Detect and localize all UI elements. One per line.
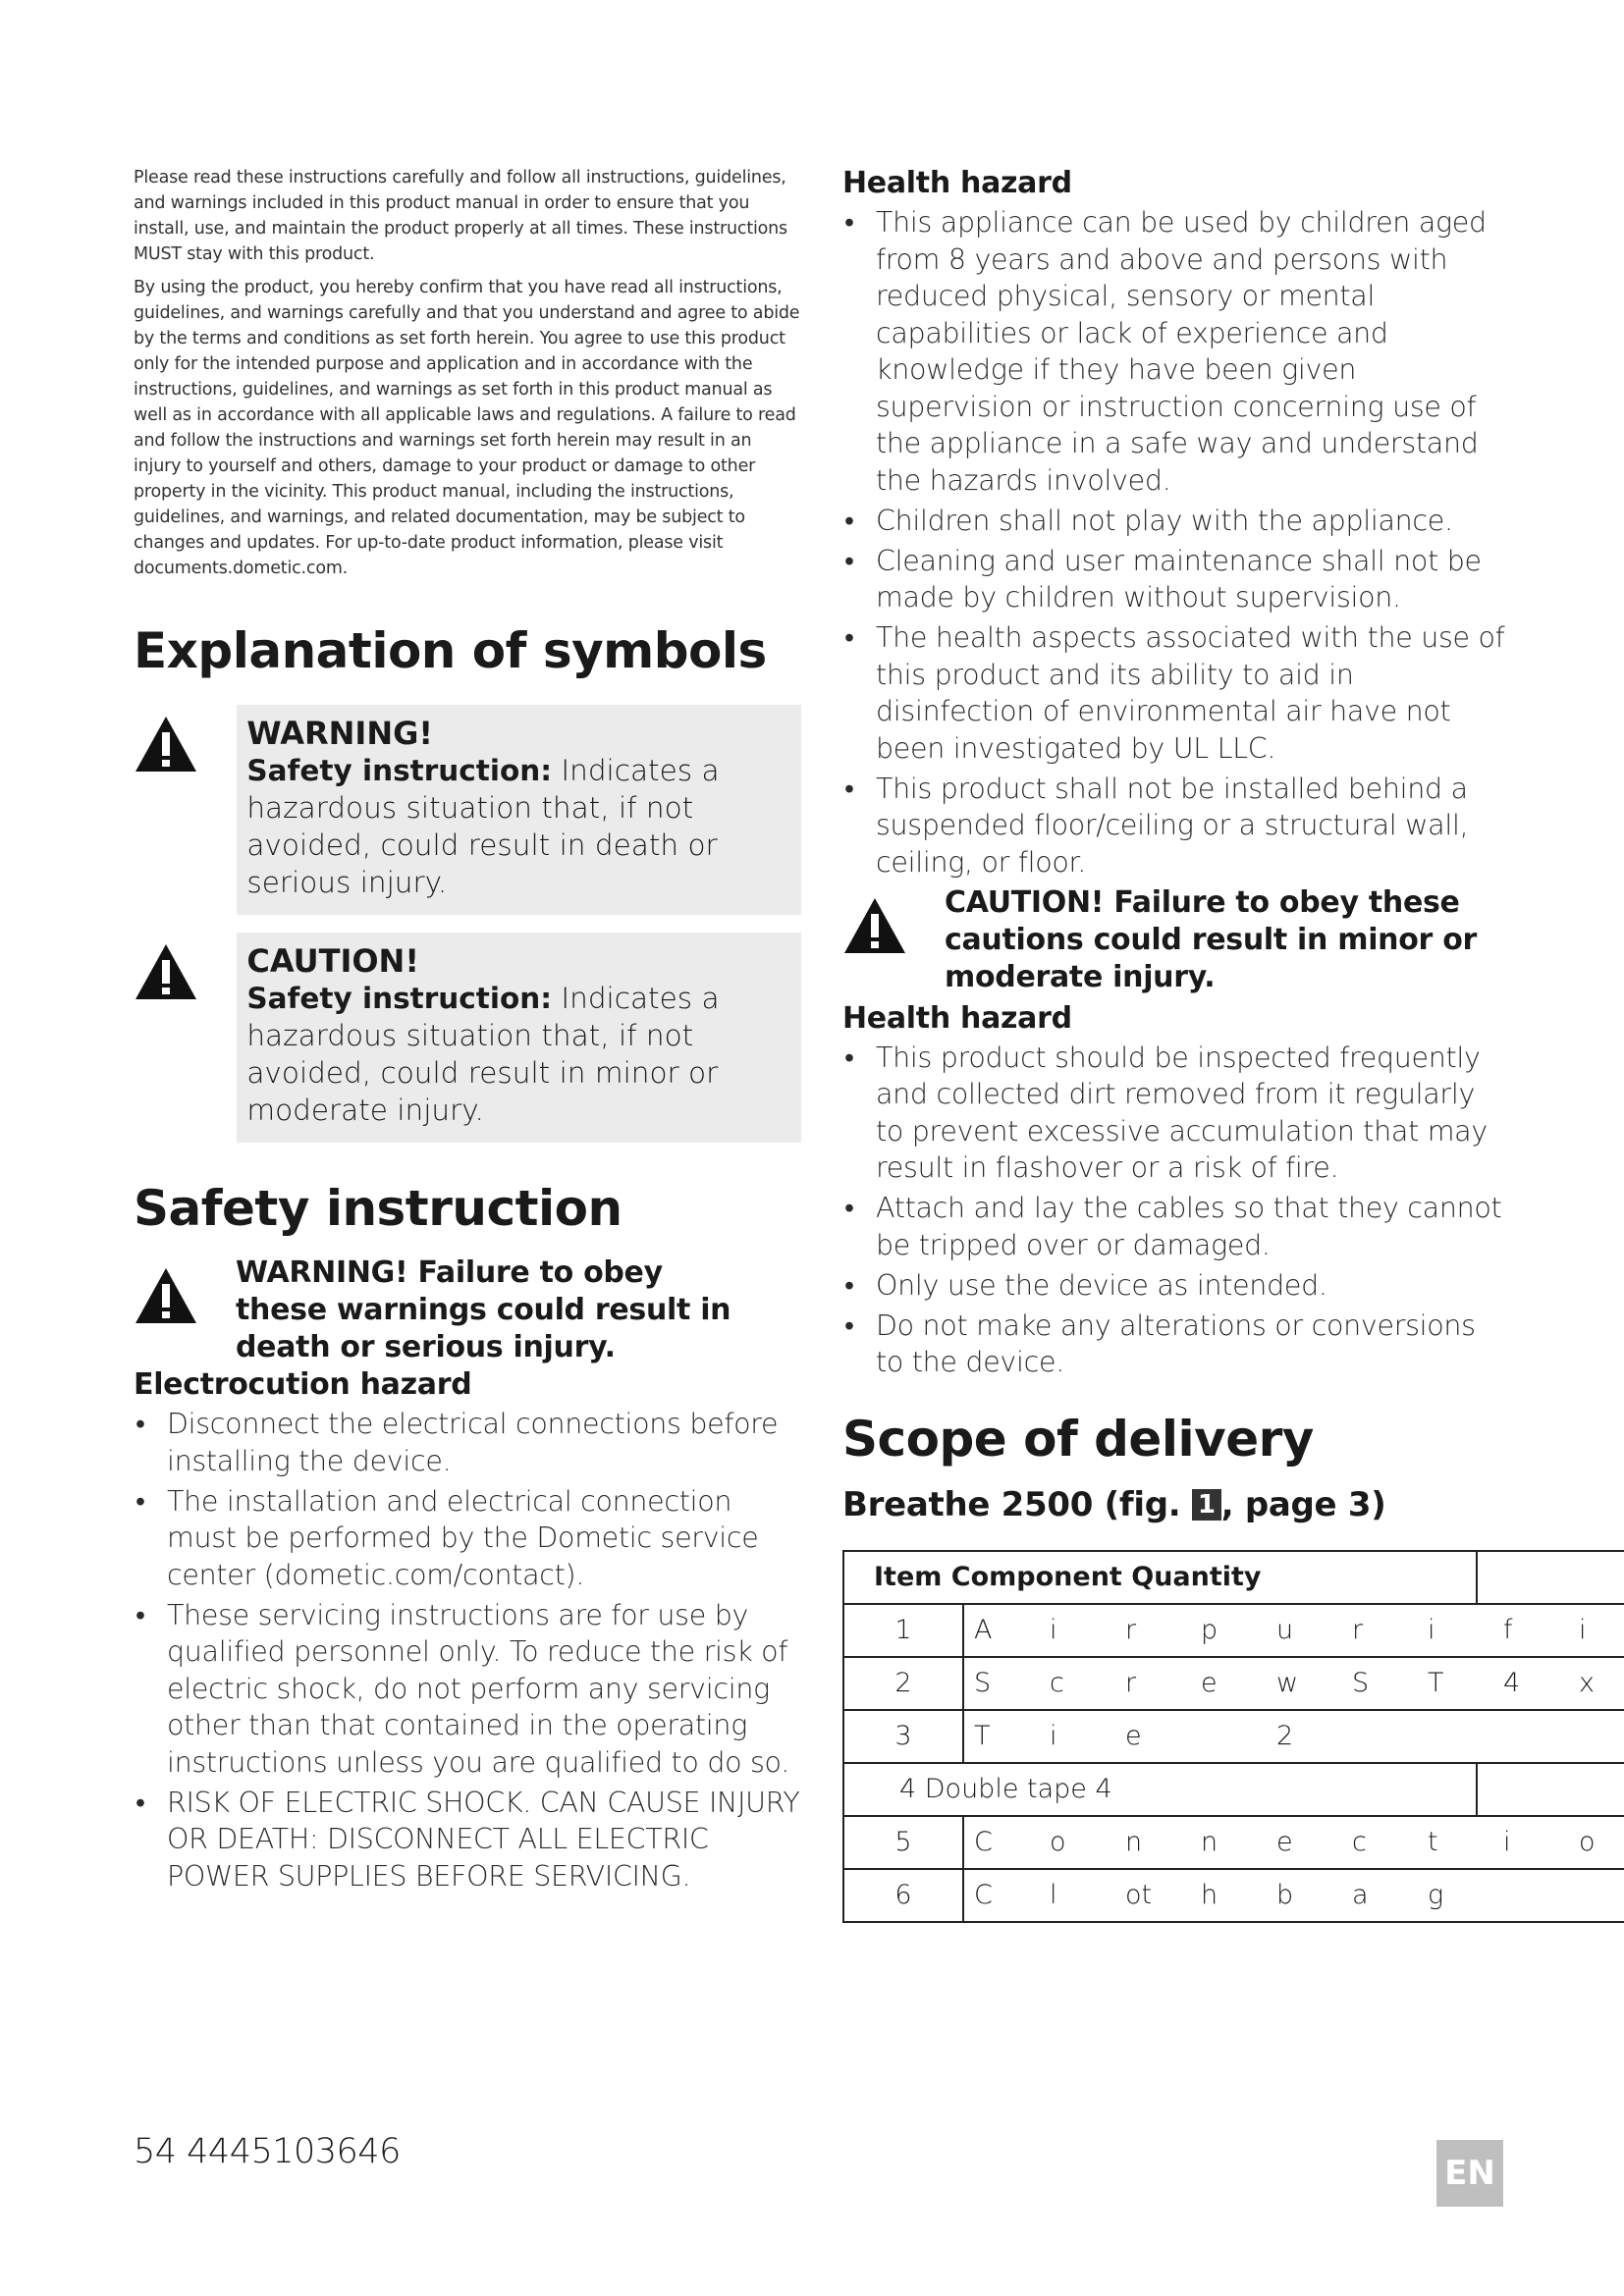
table-header: Item Component Quantity: [843, 1551, 1477, 1604]
electrocution-list: [134, 1406, 801, 1895]
caution-definition-box: [237, 933, 801, 1143]
row-char: f: [1503, 1615, 1513, 1645]
document-number: 54 4445103646: [134, 2132, 401, 2171]
delivery-subheading: Breathe 2500 (fig. 1 , page 3): [842, 1484, 1386, 1524]
delivery-table: [842, 1550, 1624, 1923]
list-item: • Disconnect the electrical connections before installing the device.: [134, 1406, 801, 1479]
list-item: • Do not make any alterations or conversions to the device.: [842, 1308, 1510, 1381]
caution-notice-text: CAUTION! Failure to obey these cautions could result in minor or moderate injury.: [945, 884, 1477, 994]
row-char: i: [1579, 1615, 1587, 1645]
warning-label: WARNING!: [246, 715, 433, 752]
caution-label: CAUTION!: [246, 942, 419, 980]
list-item: • Cleaning and user maintenance shall not be made by children without supervision.: [842, 543, 1510, 616]
caution-description: Safety instruction: Indicates a hazardous situation that, if not avoided, could result in minor or moderate injury.: [246, 982, 720, 1127]
warning-description: Safety instruction: Indicates a hazardous situation that, if not avoided, could result in death or serious injury.: [246, 754, 720, 899]
table-row: 1 A i r p u r i f i: [843, 1604, 1624, 1657]
right-column: [842, 165, 1596, 1923]
health-heading: Health hazard: [842, 166, 1072, 200]
table-row: 4 Double tape 4: [843, 1763, 1624, 1816]
row-chars: C l ot h b a g: [974, 1880, 1444, 1910]
table-row: 6 C l ot h b a g: [843, 1869, 1624, 1922]
warning-notice-text: WARNING! Failure to obey these warnings could result in death or serious injury.: [236, 1255, 731, 1364]
row-chars: T i e 2: [974, 1721, 1294, 1751]
list-item: • This appliance can be used by children aged from 8 years and above and persons with reduced physical, sensory or mental capabilities or lack of experience and knowledge if they have been given supervision or instruction concerning use of the appliance in a safe way and understand the hazards involved.: [842, 204, 1510, 499]
safety-heading: Safety instruction: [134, 1180, 623, 1237]
intro-text: [134, 165, 801, 581]
table-header-row: [843, 1551, 1624, 1604]
list-item: • The installation and electrical connection must be performed by the Dometic service center (dometic.com/contact).: [134, 1483, 801, 1594]
warning-symbol-block: [134, 705, 801, 915]
delivery-heading: Scope of delivery: [842, 1410, 1314, 1468]
symbols-heading: Explanation of symbols: [134, 622, 767, 679]
row-chars: S c r e w S T 4 x: [964, 1668, 1624, 1698]
row-chars: C o n n e c t i o: [964, 1827, 1624, 1857]
warning-definition-box: [237, 705, 801, 915]
list-item: • This product should be inspected frequently and collected dirt removed from it regularly to prevent excessive accumulation that may result in flashover or a risk of fire.: [842, 1040, 1510, 1187]
electrocution-heading: Electrocution hazard: [134, 1367, 472, 1402]
warning-notice: [134, 1255, 801, 1366]
row-char: i: [1503, 1827, 1511, 1857]
figure-badge: 1: [1192, 1489, 1221, 1521]
list-item: • The health aspects associated with the use of this product and its ability to aid in disinfection of environmental air have not been investigated by UL LLC.: [842, 619, 1510, 767]
row-chars: A i r p u r i f i: [964, 1615, 1624, 1645]
table-row: 5 C o n n e c t i o: [843, 1816, 1624, 1869]
row-char: o: [1579, 1827, 1596, 1857]
list-item: • These servicing instructions are for use by qualified personnel only. To reduce the risk of electric shock, do not perform any servicing other than that contained in the operating instructions unless you are qualified to do so.: [134, 1597, 801, 1782]
health-list: [842, 204, 1510, 881]
list-item: • RISK OF ELECTRIC SHOCK. CAN CAUSE INJURY OR DEATH: DISCONNECT ALL ELECTRIC POWER SUPPLIES BEFORE SERVICING.: [134, 1785, 801, 1896]
list-item: • This product shall not be installed behind a suspended floor/ceiling or a structural wall, ceiling, or floor.: [842, 771, 1510, 881]
list-item: • Attach and lay the cables so that they cannot be tripped over or damaged.: [842, 1190, 1510, 1263]
table-row: 3 T i e 2: [843, 1710, 1624, 1763]
health-heading-2: Health hazard: [842, 1000, 1072, 1036]
caution-triangle-icon: [134, 933, 237, 1005]
caution-triangle-icon: [842, 884, 945, 959]
caution-symbol-block: [134, 933, 801, 1143]
warning-triangle-icon: [134, 1255, 236, 1329]
language-badge: EN: [1436, 2140, 1503, 2207]
left-column: [134, 165, 801, 1898]
health-list-2: [842, 1040, 1510, 1381]
caution-notice: [842, 884, 1510, 996]
list-item: • Only use the device as intended.: [842, 1267, 1510, 1305]
row-char: x: [1579, 1668, 1595, 1698]
list-item: • Children shall not play with the appliance.: [842, 503, 1510, 540]
intro-paragraph-1: Please read these instructions carefully and follow all instructions, guidelines, and warnings included in this product manual in order to ensure that you install, use, and maintain the product properly at all times. These instructions MUST stay with this product.: [134, 168, 787, 264]
table-row: 2 S c r e w S T 4 x: [843, 1657, 1624, 1710]
intro-paragraph-2: By using the product, you hereby confirm that you have read all instructions, guidelines, and warnings carefully and that you understand and agree to abide by the terms and conditions as set forth herein. You agree to use this product only for the intended purpose and application and in accordance with the instructions, guidelines, and warnings as set forth in this product manual as well as in accordance with all applicable laws and regulations. A failure to read and follow the instructions and warnings set forth herein may result in an injury to yourself and others, damage to your product or damage to other property in the vicinity. This product manual, including the instructions, guidelines, and warnings, and related documentation, may be subject to changes and updates. For up-to-date product information, please visit documents.dometic.com.: [134, 278, 800, 578]
warning-triangle-icon: [134, 705, 237, 777]
row-char: 4: [1503, 1668, 1521, 1698]
